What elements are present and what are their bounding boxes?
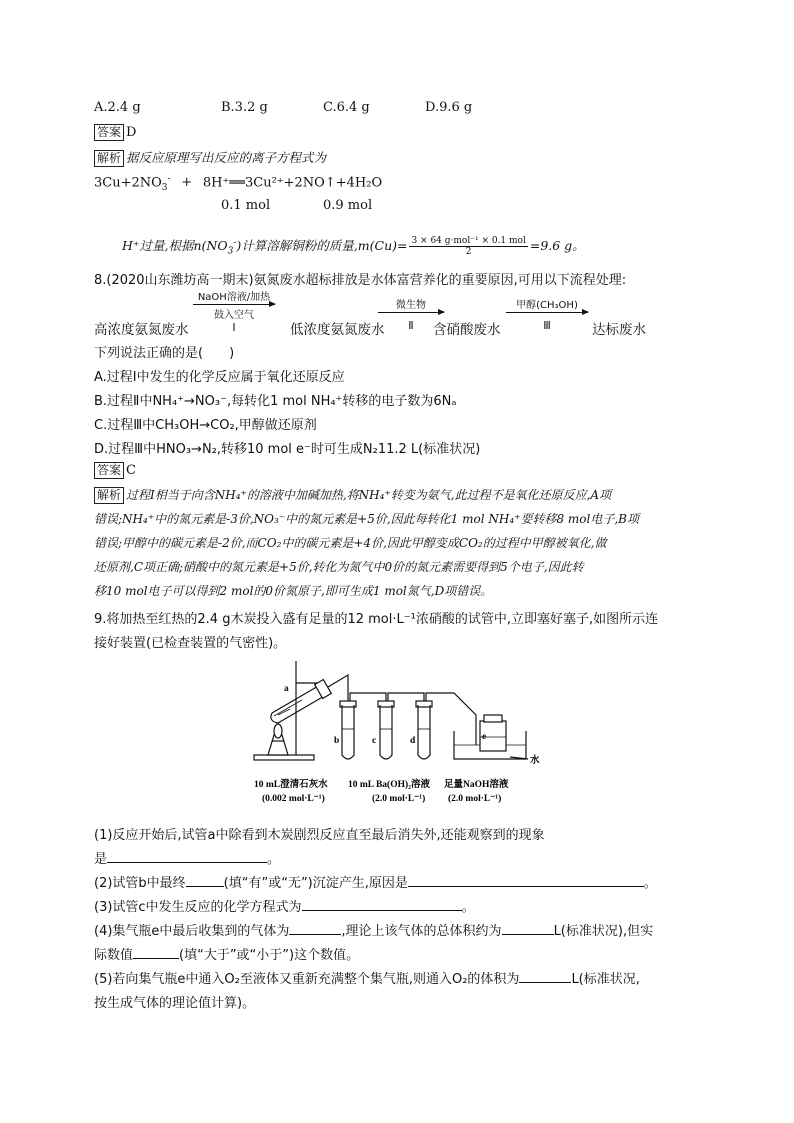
q9-part3 <box>94 896 475 915</box>
q9-part1-line1: (1)反应开始后,试管a中除看到木炭剧烈反应直至最后消失外,还能观察到的现象 <box>94 828 545 843</box>
part2-end: 。 <box>643 876 657 891</box>
analysis-tag: 解析 <box>94 150 124 167</box>
arrow-3-num: Ⅲ <box>543 319 551 332</box>
part4-a: (4)集气瓶e中最后收集到的气体为 <box>94 924 290 939</box>
q8-analysis-l4: 还原剂,C项正确;硝酸中的氮元素是+5价,转化为氮气中0价的氮元素需要得到5个电子,因此转 <box>94 560 584 574</box>
flow-s4: 达标废水 <box>592 322 646 338</box>
arrow-2-num: Ⅱ <box>408 319 414 332</box>
caption-b-line2: (0.002 mol·L⁻¹) <box>262 794 325 804</box>
apparatus-figure <box>250 655 550 813</box>
q7-option-c: C.6.4 g <box>323 100 370 115</box>
arrow-2-top: 微生物 <box>396 300 426 311</box>
q8-stem: 8.(2020山东潍坊高一期末)氨氮废水超标排放是水体富营养化的重要原因,可用以下流程处理: <box>94 273 627 288</box>
part2-b: (填“有”或“无”)沉淀产生,原因是 <box>223 876 408 891</box>
fraction-numerator: 3 × 64 g·mol⁻¹ × 0.1 mol <box>411 236 526 246</box>
part1-end: 。 <box>267 852 281 867</box>
label-c: c <box>372 736 377 746</box>
fraction-denominator: 2 <box>465 247 472 257</box>
part4-e: (填“大于”或“小于”)这个数值。 <box>179 948 360 963</box>
caption-c-line2: (2.0 mol·L⁻¹) <box>372 794 426 804</box>
part1-prefix: 是 <box>94 852 108 867</box>
q8-analysis-l3: 错误;甲醇中的碳元素是-2价,而CO₂中的碳元素是+4价,因此甲醇变成CO₂的过程中甲醇被氧化,做 <box>94 536 607 550</box>
answer-blank[interactable] <box>302 898 462 911</box>
answer-blank[interactable] <box>502 922 554 935</box>
q7-answer-row <box>94 124 136 141</box>
q8-answer-row <box>94 462 136 479</box>
caption-d-line2: (2.0 mol·L⁻¹) <box>448 794 502 804</box>
part4-c: L(标准状况),但实 <box>553 924 654 939</box>
q7-option-d: D.9.6 g <box>425 100 473 115</box>
q8-analysis-l1 <box>94 486 611 504</box>
q7-mol-a: 0.1 mol <box>221 198 271 213</box>
flow-s1: 高浓度氨氮废水 <box>94 322 189 338</box>
part2-a: (2)试管b中最终 <box>94 876 186 891</box>
q9-stem-l2: 接好装置(已检查装置的气密性)。 <box>94 636 287 651</box>
equation-right: 8H⁺══3Cu²⁺+2NO↑+4H₂O <box>202 175 383 191</box>
part4-b: ,理论上该气体的总体积约为 <box>341 924 502 939</box>
label-e: e <box>482 732 487 742</box>
q9-part5-line2: 按生成气体的理论值计算)。 <box>94 996 256 1011</box>
arrow-1-bottom: 鼓入空气 <box>214 310 254 321</box>
q9-stem-l1: 9.将加热至红热的2.4 g木炭投入盛有足量的12 mol·L⁻¹浓硝酸的试管中,立即塞好塞子,如图所示连 <box>94 612 659 627</box>
q8-option-b: B.过程Ⅱ中NH₄⁺→NO₃⁻,每转化1 mol NH₄⁺转移的电子数为6Nₐ <box>94 394 457 409</box>
answer-blank[interactable] <box>519 970 571 983</box>
equation-left: 3Cu+2NO <box>94 175 162 191</box>
q9-part4-line1 <box>94 920 653 939</box>
part4-d: 际数值 <box>94 948 134 963</box>
q8-option-c: C.过程Ⅲ中CH₃OH→CO₂,甲醇做还原剂 <box>94 418 317 433</box>
q7-analysis-text: 据反应原理写出反应的离子方程式为 <box>126 150 327 165</box>
answer-blank[interactable] <box>107 850 267 863</box>
q7-conclusion: H⁺过量,根据$n(NO_3^-)$计算溶解铜粉的质量,m(Cu)= 3 × 64 g·mol⁻¹ × 0.1 mol 2 =9.6 g。 <box>122 236 585 257</box>
arrow-1-num: Ⅰ <box>232 321 236 334</box>
q8-answer: C <box>126 463 136 478</box>
answer-blank[interactable] <box>186 874 224 887</box>
q7-mol-b: 0.9 mol <box>323 198 373 213</box>
q9-part4-line2 <box>94 944 359 963</box>
q7-equation: $3Cu+2NO_3^-$ + 8H⁺══3Cu²⁺+2NO↑+4H₂O <box>94 174 383 193</box>
q7-answer: D <box>126 125 137 140</box>
flow-arrow-3 <box>506 296 588 332</box>
q9-part5-line1 <box>94 968 640 987</box>
answer-blank[interactable] <box>408 874 644 887</box>
label-water: 水 <box>530 756 540 766</box>
arrow-3-top: 甲醇(CH₃OH) <box>516 300 578 311</box>
caption-c-line1: 10 mL Ba(OH)₂溶液 <box>348 780 431 790</box>
q9-part1-line2 <box>94 848 280 867</box>
label-a: a <box>284 684 289 694</box>
part3-a: (3)试管c中发生反应的化学方程式为 <box>94 900 302 915</box>
q8-analysis-l2: 错误;NH₄⁺中的氮元素是-3价,NO₃⁻中的氮元素是+5价,因此每转化1 mol NH₄⁺要转移8 mol电子,B项 <box>94 512 639 526</box>
answer-blank[interactable] <box>133 946 179 959</box>
flow-s2: 低浓度氨氮废水 <box>290 322 385 338</box>
q9-part2 <box>94 872 657 891</box>
answer-tag: 答案 <box>94 462 124 479</box>
arrow-1-top: NaOH溶液/加热 <box>197 292 271 303</box>
equation-plus: + <box>181 175 193 191</box>
conclusion-b: 计算溶解铜粉的质量, <box>241 238 358 253</box>
conclusion-a: H⁺过量,根据 <box>122 238 194 253</box>
q7-option-a: A.2.4 g <box>94 100 141 115</box>
q7-analysis-row <box>94 148 326 167</box>
part3-end: 。 <box>461 900 475 915</box>
q8-option-d: D.过程Ⅲ中HNO₃→N₂,转移10 mol e⁻时可生成N₂11.2 L(标准状况) <box>94 442 481 457</box>
q7-option-b: B.3.2 g <box>221 100 268 115</box>
q8-question: 下列说法正确的是( ) <box>94 346 235 361</box>
q8-option-a: A.过程Ⅰ中发生的化学反应属于氧化还原反应 <box>94 370 345 385</box>
flow-s3: 含硝酸废水 <box>433 322 501 338</box>
flow-arrow-1 <box>193 288 275 334</box>
q8-analysis-l5: 移10 mol电子可以得到2 mol的0价氮原子,即可生成1 mol氮气,D项错误。 <box>94 584 493 598</box>
answer-blank[interactable] <box>289 922 341 935</box>
part5-a: (5)若向集气瓶e中通入O₂至液体又重新充满整个集气瓶,则通入O₂的体积为 <box>94 972 520 987</box>
label-b: b <box>334 736 340 746</box>
q7-result: =9.6 g。 <box>529 238 585 253</box>
label-d: d <box>410 736 416 746</box>
answer-tag: 答案 <box>94 124 124 141</box>
part5-b: L(标准状况, <box>571 972 640 987</box>
analysis-tag: 解析 <box>94 487 124 504</box>
analysis-line-1: 过程Ⅰ相当于向含NH₄⁺的溶液中加碱加热,将NH₄⁺转变为氨气,此过程不是氧化还原反应,A项 <box>126 488 612 502</box>
caption-d-line1: 足量NaOH溶液 <box>444 780 509 790</box>
caption-b-line1: 10 mL澄清石灰水 <box>254 780 328 790</box>
